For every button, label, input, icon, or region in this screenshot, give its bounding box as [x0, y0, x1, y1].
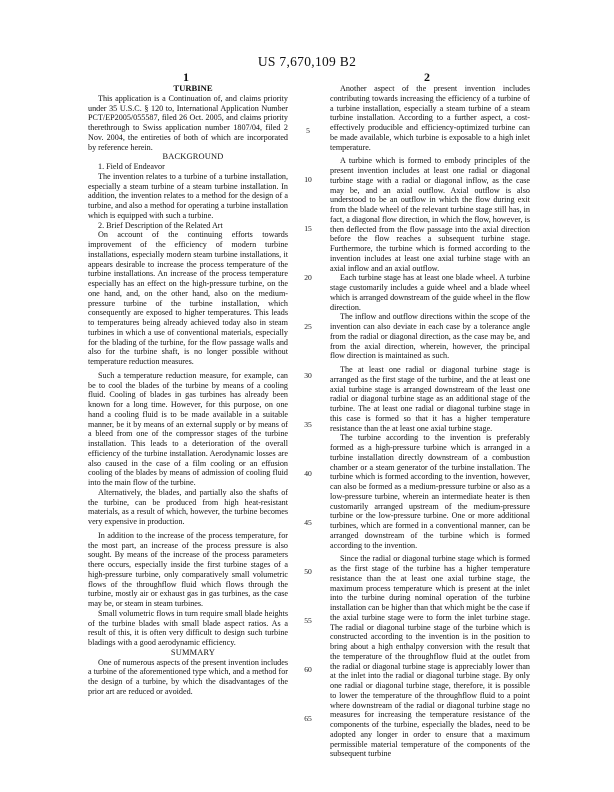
background-heading: BACKGROUND [162, 152, 224, 162]
related-art-paragraph-2: Such a temperature reduction measure, for example, can be to cool the blades of the turbine by means of a cooling fluid. Cooling of blades in gas turbines has already been known for a long time. However, for this purpose, on one hand a cooling fluid is to be made available in a suitable manner, be it by means of an external supply or by means of a bleed from one of the compressor stages of the turbine installation. This leads to a deterioration of the overall efficiency of the turbine installation. Aerodynamic losses are also caused in the case of a film cooling or an effusion cooling of the blades by means of admission of cooling fluid into the main flow of the turbine. [88, 370, 288, 487]
related-art-paragraph-1: On account of the continuing efforts towards improvement of the efficiency of modern turbine installations, especially modern steam turbine installations, it appears desirable to increase the process temperature of the turbine installations. An increase of the process temperature especially has an effect on the high-pressure turbine, on the one hand, and, on the other hand, also on the medium-pressure turbine of the turbine installation, which consequently are exposed to higher temperatures. This leads to temperatures being already achieved today also in steam turbines in which a use of conventional materials, especially for the blading of the turbine, for the flow passage walls and also for the turbine shaft, is no longer possible without temperature reduction measures. [88, 230, 288, 366]
summary-paragraph-6: The at least one radial or diagonal turbine stage is arranged as the first stage of the turbine, and the at least one axial turbine stage is arranged downstream of the least one radial or diagonal turbine stage as an additional stage of the turbine. The at least one radial or diagonal turbine stage in this case is formed so that it has a higher temperature resistance than the at least one axial turbine stage. [330, 365, 530, 433]
summary-paragraph-4: Each turbine stage has at least one blade wheel. A turbine stage customarily includes a guide wheel and a blade wheel which is arranged downstream of the guide wheel in the flow direction. [330, 273, 530, 312]
cross-reference-paragraph: This application is a Continuation of, and claims priority under 35 U.S.C. § 120 to, International Application Number PCT/EP2005/055587, filed 26 Oct. 2005, and claims priority therethrough to Swiss application number 1807/04, filed 2 Nov. 2004, the entireties of both of which are incorporated by reference herein. [88, 93, 288, 152]
summary-paragraph-5: The inflow and outflow directions within the scope of the invention can also deviate in each case by a tolerance angle from the radial or diagonal direction, as the case may be, and from the axial direction, wherein, however, the principal flow direction is maintained as such. [330, 312, 530, 361]
summary-heading: SUMMARY [170, 647, 216, 657]
right-column [330, 84, 530, 759]
field-heading: 1. Field of Endeavor [98, 162, 165, 171]
line-number: 55 [304, 616, 312, 625]
column-number-left: 1 [183, 70, 189, 84]
left-column [88, 84, 288, 697]
line-number: 50 [304, 567, 312, 576]
line-number: 65 [304, 714, 312, 723]
patent-number: US 7,670,109 B2 [257, 54, 357, 69]
related-art-paragraph-4: In addition to the increase of the process temperature, for the most part, an increase of the process pressure is also sought. By means of the increase of the process parameters there occurs, especially inside the first turbine stages of a high-pressure turbine, only comparatively small volumetric flows of the throughflow fluid which flows through the turbine, mostly air or exhaust gas in gas turbines, as the case may be, or steam in steam turbines. [88, 530, 288, 608]
summary-paragraph-3: A turbine which is formed to embody principles of the present invention includes at least one radial or diagonal turbine stage with a radial or diagonal inflow, as the case may be, and an axial outflow. Axial outflow is also understood to be an outflow in which the flow during exit from the blade wheel of the relevant turbine stage still has, in fact, a diagonal flow direction, in which the flow, however, is then deflected from the flow passage into the axial direction before the flow reaches a subsequent turbine stage. Furthermore, the turbine which is formed according to the invention includes at least one axial turbine stage with an axial inflow and an axial outflow. [330, 156, 530, 273]
line-number: 30 [304, 371, 312, 380]
line-number: 60 [304, 665, 312, 674]
related-art-paragraph-5: Small volumetric flows in turn require small blade heights of the turbine blades with small blade aspect ratios. As a result of this, it is often very difficult to design such turbine bladings with a good aerodynamic efficiency. [88, 608, 288, 647]
line-number: 15 [304, 224, 312, 233]
summary-paragraph-1: One of numerous aspects of the present invention includes a turbine of the aforementioned type which, and a method for the design of a turbine, by which the disadvantages of the prior art are reduced or avoided. [88, 657, 288, 696]
column-number-right: 2 [424, 70, 430, 84]
summary-paragraph-2: Another aspect of the present invention includes contributing towards increasing the efficiency of a turbine of a turbine installation, especially a steam turbine of a steam turbine installation. According to a further aspect, a cost-effectively producible and efficiency-optimized turbine can be made available, which turbine is exposable to a high inlet temperature. [330, 84, 530, 152]
line-number: 20 [304, 273, 312, 282]
patent-title: TURBINE [173, 83, 213, 93]
line-number: 40 [304, 469, 312, 478]
line-number: 45 [304, 518, 312, 527]
line-number: 5 [306, 126, 310, 135]
line-number-gutter [293, 84, 323, 744]
field-paragraph: The invention relates to a turbine of a turbine installation, especially a steam turbine of a steam turbine installation. In addition, the invention relates to a method for the design of a turbine, and also a method for operating a turbine installation which is equipped with such a turbine. [88, 171, 288, 220]
line-number: 25 [304, 322, 312, 331]
related-art-paragraph-3: Alternatively, the blades, and partially also the shafts of the turbine, can be produced from high heat-resistant materials, as a result of which, however, the turbine becomes very expensive in production. [88, 487, 288, 526]
summary-paragraph-8: Since the radial or diagonal turbine stage which is formed as the first stage of the turbine has a higher temperature resistance than the at least one axial turbine stage, the maximum process temperature which is present at the inlet into the turbine during nominal operation of the turbine installation can be higher than that which might be the case if the axial turbine stage were to form the inlet turbine stage. The radial or diagonal turbine stage of the turbine which is constructed according to the invention is in the position to bring about a high enthalpy conversion with the result that the temperature of the throughflow fluid at the outlet from the radial or diagonal turbine stage is appreciably lower than at the inlet into the radial or diagonal turbine stage. By only one radial or diagonal turbine stage, therefore, it is possible to lower the temperature of the throughflow fluid to a point where downstream of the radial or diagonal turbine stage no measures for increasing the temperature resistance of the components of the turbine, especially the blades, need to be adopted any longer in order to ensure that a maximum permissible material temperature of the components of the subsequent turbine [330, 554, 530, 759]
summary-paragraph-7: The turbine according to the invention is preferably formed as a high-pressure turbine which is arranged in a turbine installation directly downstream of a combustion chamber or a steam generator of the turbine installation. The turbine which is formed according to the invention, however, can also be formed as a medium-pressure turbine or also as a low-pressure turbine, wherein an intermediate heater is then customarily arranged upstream of the medium-pressure turbine or the low-pressure turbine. One or more additional turbines, which are formed in a conventional manner, can be arranged downstream of the turbine which is formed according to the invention. [330, 433, 530, 550]
line-number: 10 [304, 175, 312, 184]
line-number: 35 [304, 420, 312, 429]
related-art-heading: 2. Brief Description of the Related Art [98, 220, 223, 230]
